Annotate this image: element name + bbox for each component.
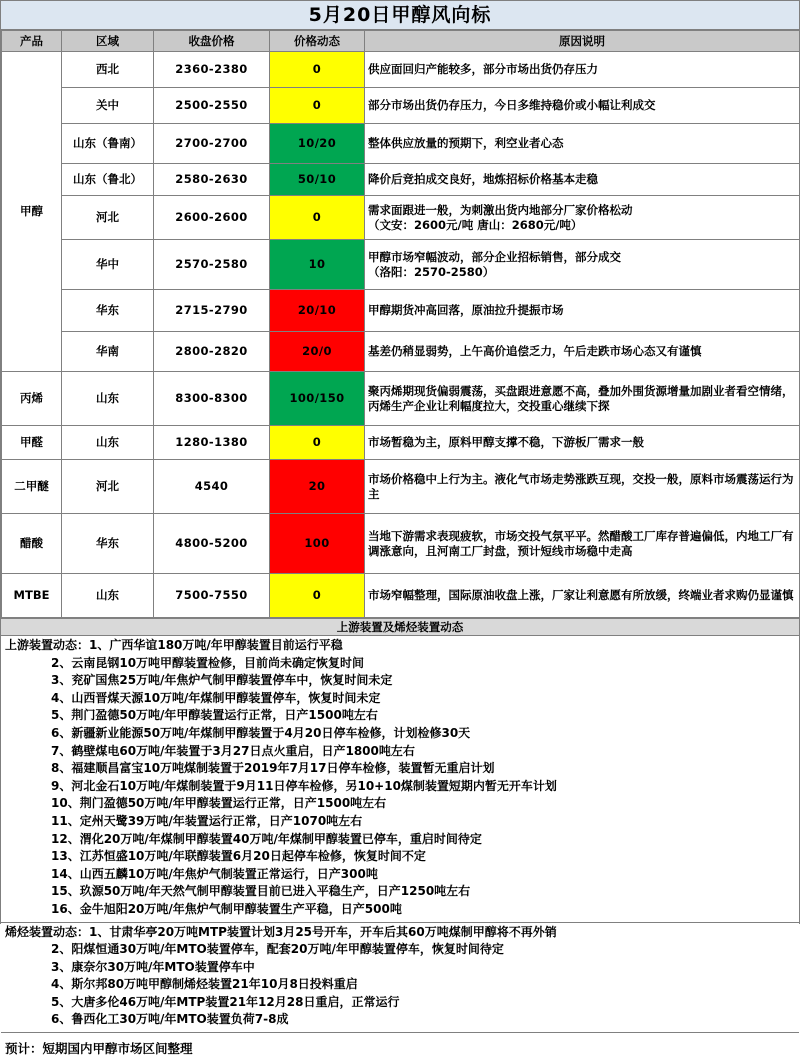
reason-line: 市场暂稳为主，原料甲醇支撑不稳，下游板厂需求一般	[368, 435, 644, 450]
column-header-price: 收盘价格	[154, 31, 270, 52]
reason-line: 甲醇市场窄幅波动，部分企业招标销售，部分成交	[368, 250, 621, 265]
cell-product: MTBE	[2, 574, 62, 618]
cell-reason	[365, 426, 800, 460]
cell-price-change: 0	[270, 426, 365, 460]
reason-line: 部分市场出货仍存压力，今日多维持稳价或小幅让利成交	[368, 98, 656, 113]
cell-closing-price: 2600-2600	[154, 196, 270, 240]
cell-closing-price: 2570-2580	[154, 240, 270, 290]
cell-reason	[365, 514, 800, 574]
cell-region: 华南	[62, 332, 154, 372]
cell-region: 华东	[62, 514, 154, 574]
table-body	[2, 52, 800, 618]
cell-closing-price: 2715-2790	[154, 290, 270, 332]
table-row	[2, 240, 800, 290]
cell-closing-price: 2800-2820	[154, 332, 270, 372]
cell-closing-price: 2700-2700	[154, 124, 270, 164]
cell-price-change: 100	[270, 514, 365, 574]
cell-closing-price: 4540	[154, 460, 270, 514]
upstream-note-item: 15、玖源50万吨/年天然气制甲醇装置目前已进入平稳生产，日产1250吨左右	[51, 884, 471, 899]
cell-region: 山东（鲁北）	[62, 164, 154, 196]
cell-closing-price: 8300-8300	[154, 372, 270, 426]
table-header-row	[2, 31, 800, 52]
column-header-region: 区域	[62, 31, 154, 52]
cell-closing-price: 2580-2630	[154, 164, 270, 196]
cell-reason	[365, 240, 800, 290]
table-row	[2, 460, 800, 514]
olefin-note-item: 3、康奈尔30万吨/年MTO装置停车中	[51, 959, 255, 974]
reason-line: 市场价格稳中上行为主。液化气市场走势涨跌互现，交投一般，原料市场震荡运行为	[368, 472, 794, 487]
cell-region: 河北	[62, 460, 154, 514]
upstream-note-item: 6、新疆新业能源50万吨/年煤制甲醇装置于4月20日停车检修，计划检修30天	[51, 725, 471, 740]
reason-line: 整体供应放量的预期下，利空业者心态	[368, 136, 564, 151]
column-header-change: 价格动态	[270, 31, 365, 52]
cell-price-change: 10/20	[270, 124, 365, 164]
upstream-note-item: 3、兖矿国焦25万吨/年焦炉气制甲醇装置停车中，恢复时间未定	[51, 673, 393, 688]
cell-price-change: 20/10	[270, 290, 365, 332]
cell-product: 二甲醚	[2, 460, 62, 514]
cell-product: 丙烯	[2, 372, 62, 426]
cell-price-change: 20/0	[270, 332, 365, 372]
table-row	[2, 290, 800, 332]
cell-reason	[365, 460, 800, 514]
cell-closing-price: 7500-7550	[154, 574, 270, 618]
upstream-note-item: 12、渭化20万吨/年煤制甲醇装置40万吨/年煤制甲醇装置已停车，重启时间待定	[51, 831, 482, 846]
cell-reason	[365, 88, 800, 124]
cell-product: 甲醇	[2, 52, 62, 372]
cell-product: 醋酸	[2, 514, 62, 574]
cell-region: 山东	[62, 372, 154, 426]
cell-price-change: 0	[270, 574, 365, 618]
cell-price-change: 10	[270, 240, 365, 290]
cell-price-change: 0	[270, 52, 365, 88]
upstream-note-item: 16、金牛旭阳20万吨/年焦炉气制甲醇装置生产平稳，日产500吨	[51, 901, 402, 916]
cell-reason	[365, 332, 800, 372]
cell-reason	[365, 290, 800, 332]
cell-product: 甲醛	[2, 426, 62, 460]
market-price-table	[1, 30, 800, 618]
cell-closing-price: 1280-1380	[154, 426, 270, 460]
table-row	[2, 514, 800, 574]
section-header-upstream-olefin	[1, 618, 799, 636]
table-row	[2, 52, 800, 88]
upstream-note-item: 7、鹤壁煤电60万吨/年装置于3月27日点火重启，日产1800吨左右	[51, 743, 415, 758]
page-title: 5月20日甲醇风向标	[308, 3, 492, 26]
upstream-note-item: 11、定州天鹭39万吨/年装置运行正常，日产1070吨左右	[51, 813, 363, 828]
reason-line-secondary: 调涨意向，且河南工厂封盘，预计短线市场稳中走高	[368, 543, 633, 558]
cell-reason	[365, 52, 800, 88]
olefin-unit-notes	[1, 923, 799, 1034]
reason-line-secondary: 丙烯生产企业让利幅度拉大，交投重心继续下探	[368, 398, 610, 413]
cell-price-change: 100/150	[270, 372, 365, 426]
table-row	[2, 372, 800, 426]
column-header-reason: 原因说明	[365, 31, 800, 52]
table-row	[2, 332, 800, 372]
reason-line: 甲醇期货冲高回落，原油拉升提振市场	[368, 303, 564, 318]
cell-region: 山东	[62, 574, 154, 618]
cell-reason	[365, 196, 800, 240]
olefin-note-item: 烯烃装置动态：1、甘肃华亭20万吨MTP装置计划3月25号开车，开车后其60万吨煤制甲醇将不再外销	[5, 924, 557, 939]
cell-region: 关中	[62, 88, 154, 124]
table-row	[2, 124, 800, 164]
table-row	[2, 426, 800, 460]
olefin-note-item: 6、鲁西化工30万吨/年MTO装置负荷7-8成	[51, 1012, 289, 1027]
cell-price-change: 20	[270, 460, 365, 514]
cell-closing-price: 2360-2380	[154, 52, 270, 88]
upstream-note-item: 8、福建顺昌富宝10万吨煤制装置于2019年7月17日停车检修，装置暂无重启计划	[51, 761, 495, 776]
report-title-bar	[1, 1, 799, 30]
table-row	[2, 196, 800, 240]
cell-region: 山东（鲁南）	[62, 124, 154, 164]
cell-price-change: 50/10	[270, 164, 365, 196]
reason-line: 基差仍稍显弱势，上午高价追偿乏力，午后走跌市场心态又有谨慎	[368, 344, 702, 359]
reason-line-secondary: （文安：2600元/吨 唐山：2680元/吨）	[368, 217, 583, 232]
upstream-note-item: 5、荆门盈德50万吨/年甲醇装置运行正常，日产1500吨左右	[51, 708, 378, 723]
upstream-note-item: 2、云南昆钢10万吨甲醇装置检修，目前尚未确定恢复时间	[51, 655, 365, 670]
reason-line: 供应面回归产能较多，部分市场出货仍存压力	[368, 62, 598, 77]
reason-line: 需求面跟进一般，为刺激出货内地部分厂家价格松动	[368, 203, 633, 218]
cell-reason	[365, 574, 800, 618]
reason-line-secondary: 主	[368, 486, 380, 501]
upstream-note-item: 10、荆门盈德50万吨/年甲醇装置运行正常，日产1500吨左右	[51, 796, 387, 811]
upstream-note-item: 13、江苏恒盛10万吨/年联醇装置6月20日起停车检修，恢复时间不定	[51, 849, 426, 864]
reason-line: 当地下游需求表现疲软，市场交投气氛平平。然醋酸工厂库存普遍偏低，内地工厂有	[368, 529, 794, 544]
cell-region: 华中	[62, 240, 154, 290]
cell-region: 河北	[62, 196, 154, 240]
upstream-note-item: 4、山西晋煤天源10万吨/年煤制甲醇装置停车，恢复时间未定	[51, 690, 381, 705]
upstream-note-item: 上游装置动态：1、广西华谊180万吨/年甲醇装置目前运行平稳	[5, 638, 343, 652]
cell-reason	[365, 164, 800, 196]
cell-closing-price: 2500-2550	[154, 88, 270, 124]
cell-price-change: 0	[270, 88, 365, 124]
reason-line-secondary: （洛阳：2570-2580）	[368, 264, 495, 279]
olefin-note-item: 2、阳煤恒通30万吨/年MTO装置停车，配套20万吨/年甲醇装置停车，恢复时间待定	[51, 942, 504, 957]
upstream-note-item: 14、山西五麟10万吨/年焦炉气制装置正常运行，日产300吨	[51, 866, 378, 881]
reason-line: 市场窄幅整理，国际原油收盘上涨，厂家让利意愿有所放缓，终端业者求购仍显谨慎	[368, 588, 794, 603]
reason-line: 聚丙烯期现货偏弱震荡，买盘跟进意愿不高，叠加外围货源增量加剧业者看空情绪，	[368, 384, 794, 399]
cell-region: 山东	[62, 426, 154, 460]
olefin-note-item: 4、斯尔邦80万吨甲醇制烯烃装置21年10月8日投料重启	[51, 977, 358, 992]
cell-price-change: 0	[270, 196, 365, 240]
upstream-unit-notes	[1, 636, 799, 923]
section-header-label: 上游装置及烯烃装置动态	[336, 620, 464, 634]
upstream-note-item: 9、河北金石10万吨/年煤制装置于9月11日停车检修，另10+10煤制装置短期内暂无开车计划	[51, 778, 557, 793]
cell-region: 华东	[62, 290, 154, 332]
cell-closing-price: 4800-5200	[154, 514, 270, 574]
table-row	[2, 88, 800, 124]
table-row	[2, 164, 800, 196]
olefin-note-item: 5、大唐多伦46万吨/年MTP装置21年12月28日重启，正常运行	[51, 994, 400, 1009]
column-header-product: 产品	[2, 31, 62, 52]
reason-line: 降价后竞拍成交良好，地炼招标价格基本走稳	[368, 172, 598, 187]
cell-region: 西北	[62, 52, 154, 88]
forecast-note: 预计：短期国内甲醇市场区间整理	[5, 1041, 193, 1057]
table-row	[2, 574, 800, 618]
cell-reason	[365, 124, 800, 164]
cell-reason	[365, 372, 800, 426]
